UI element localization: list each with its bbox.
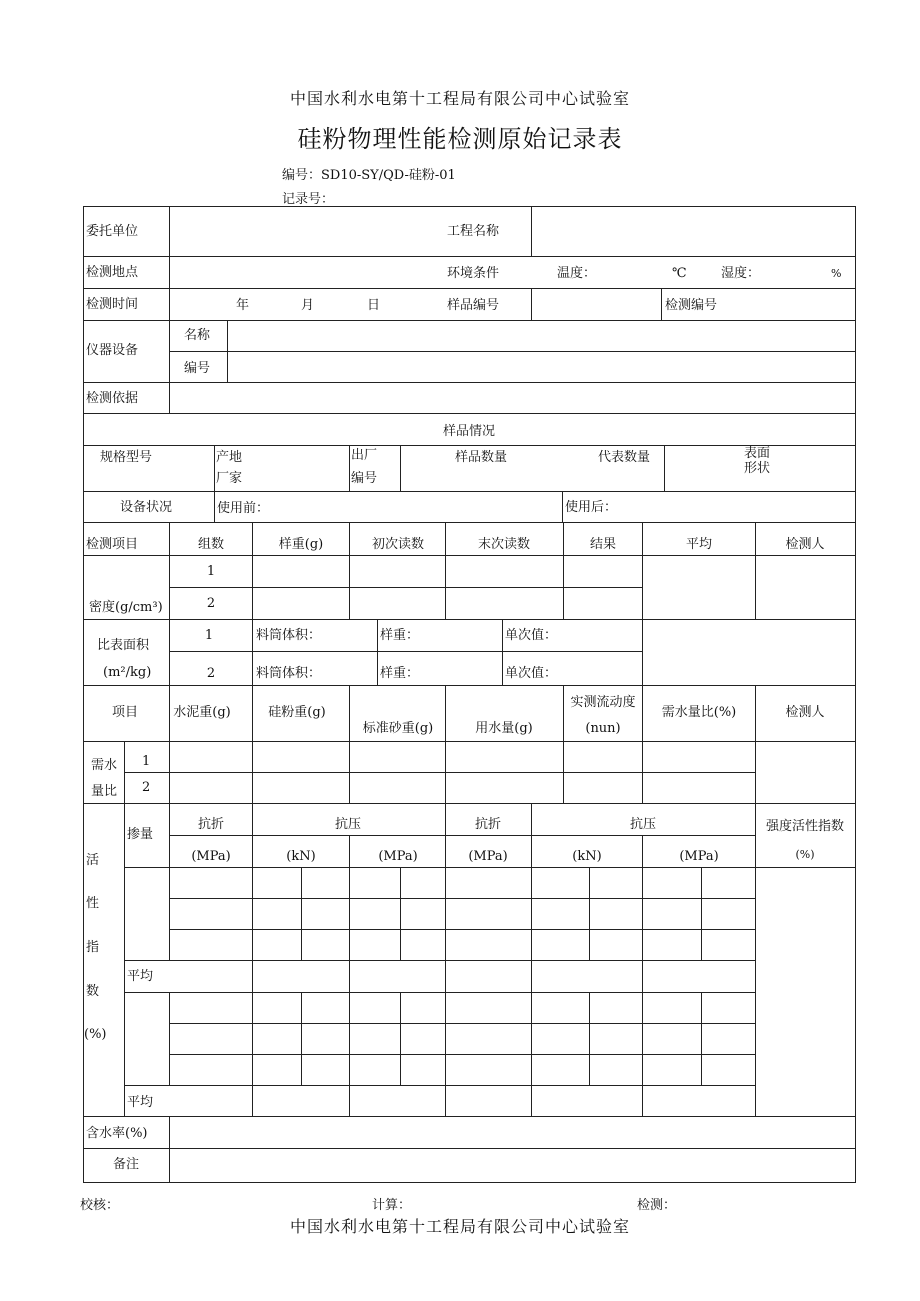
label-density: 密度(g/cm³) [89,600,163,615]
col-std-sand: 标准砂重(g) [362,721,434,736]
label-spec-model: 规格型号 [100,450,153,465]
col-water: 用水量(g) [475,721,533,736]
surface-row-1: 1 [204,628,214,643]
surface-row-2: 2 [206,666,216,681]
col-strength-index: 强度活性指数 [765,819,845,834]
sample-section-title: 样品情况 [442,424,496,439]
record-number: 记录号： [282,192,335,207]
label-equipment-status: 设备状况 [120,500,173,515]
label-day: 日 [367,298,381,313]
label-average-2: 平均 [127,1095,154,1110]
table-border [84,207,856,1183]
col-group: 组数 [197,537,225,552]
col-strength-index-unit: (%) [795,848,815,861]
label-rep-quantity: 代表数量 [598,450,651,465]
unit-kn-1: (kN) [286,849,316,864]
label-factory: 出厂 [351,448,378,463]
label-month: 月 [301,298,315,313]
footer-test: 检测： [637,1198,677,1213]
col-flow: 实测流动度 [570,695,636,710]
label-instrument-name: 名称 [184,328,211,343]
label-water-demand: 需水 [91,758,118,773]
label-item: 项目 [111,705,139,720]
col-average: 平均 [685,537,713,552]
label-activity-3: 指 [86,940,100,955]
label-average-1: 平均 [127,969,154,984]
unit-mpa-4: (MPa) [679,849,719,864]
label-test-time: 检测时间 [86,297,139,312]
footer-review: 校核： [80,1198,120,1213]
col-initial-reading: 初次读数 [371,537,425,552]
label-sample-quantity: 样品数量 [455,450,508,465]
label-surface: 表面 [743,446,771,461]
label-after-use: 使用后： [565,500,618,515]
col-water-ratio: 需水量比(%) [661,705,737,720]
unit-mpa-3: (MPa) [468,849,508,864]
label-environment: 环境条件 [447,266,500,281]
label-instrument-no: 编号 [184,361,211,376]
col-flexural-2: 抗折 [474,817,502,832]
label-single-value-1: 单次值： [505,628,558,643]
label-surface-area: 比表面积 [97,638,150,653]
label-cyl-volume-2: 料筒体积： [256,666,322,681]
unit-mpa-1: (MPa) [191,849,231,864]
label-factory-no: 编号 [351,471,378,486]
label-activity-2: 性 [86,896,100,911]
label-cyl-volume-1: 料筒体积： [256,628,322,643]
label-year: 年 [236,298,250,313]
label-single-value-2: 单次值： [505,666,558,681]
label-dosage: 掺量 [127,827,154,842]
doc-number: 编号：SD10-SY/QD-硅粉-01 [282,168,456,183]
col-silica-weight: 硅粉重(g) [268,705,326,720]
water-row-2: 2 [142,780,151,795]
density-row-1: 1 [206,564,216,579]
label-remarks: 备注 [113,1157,140,1172]
label-sample-wt-1: 样重： [380,628,420,643]
density-row-2: 2 [206,596,216,611]
form-title: 硅粉物理性能检测原始记录表 [297,125,623,153]
temperature-unit: ℃ [672,266,687,281]
footer-calc: 计算： [372,1198,412,1213]
label-activity-5: (%) [84,1027,107,1042]
label-test-item: 检测项目 [86,537,139,552]
label-test-no: 检测编号 [665,298,718,313]
label-activity-4: 数 [86,984,100,999]
label-humidity: 湿度： [721,266,761,281]
label-temperature: 温度： [557,266,597,281]
label-moisture: 含水率(%) [86,1126,148,1141]
label-instrument: 仪器设备 [86,343,139,358]
col-compressive-2: 抗压 [629,817,657,832]
col-flexural-1: 抗折 [197,817,225,832]
col-sample-weight: 样重(g) [278,537,324,552]
col-water-tester: 检测人 [785,705,825,720]
col-final-reading: 末次读数 [477,537,531,552]
col-cement-weight: 水泥重(g) [173,705,231,720]
label-test-site: 检测地点 [86,265,139,280]
organization-name: 中国水利水电第十工程局有限公司中心试验室 [289,89,630,108]
humidity-unit: % [831,267,842,280]
unit-mpa-2: (MPa) [378,849,418,864]
label-origin: 产地 [216,450,243,465]
label-sample-no: 样品编号 [447,298,500,313]
label-sample-wt-2: 样重： [380,666,420,681]
unit-kn-2: (kN) [572,849,602,864]
label-activity-1: 活 [86,853,100,868]
col-result: 结果 [589,537,617,552]
col-tester: 检测人 [785,537,825,552]
label-before-use: 使用前： [217,501,270,516]
water-row-1: 1 [142,754,151,769]
label-client: 委托单位 [86,224,139,239]
label-manufacturer: 厂家 [216,471,243,486]
label-water-ratio: 量比 [91,784,118,799]
label-test-basis: 检测依据 [86,391,139,406]
footer-organization: 中国水利水电第十工程局有限公司中心试验室 [289,1217,630,1236]
label-surface-area-unit: (m²/kg) [103,665,152,680]
label-project-name: 工程名称 [447,224,500,239]
col-compressive-1: 抗压 [334,817,362,832]
col-flow-unit: (nun) [585,721,621,736]
label-shape: 形状 [743,461,771,476]
